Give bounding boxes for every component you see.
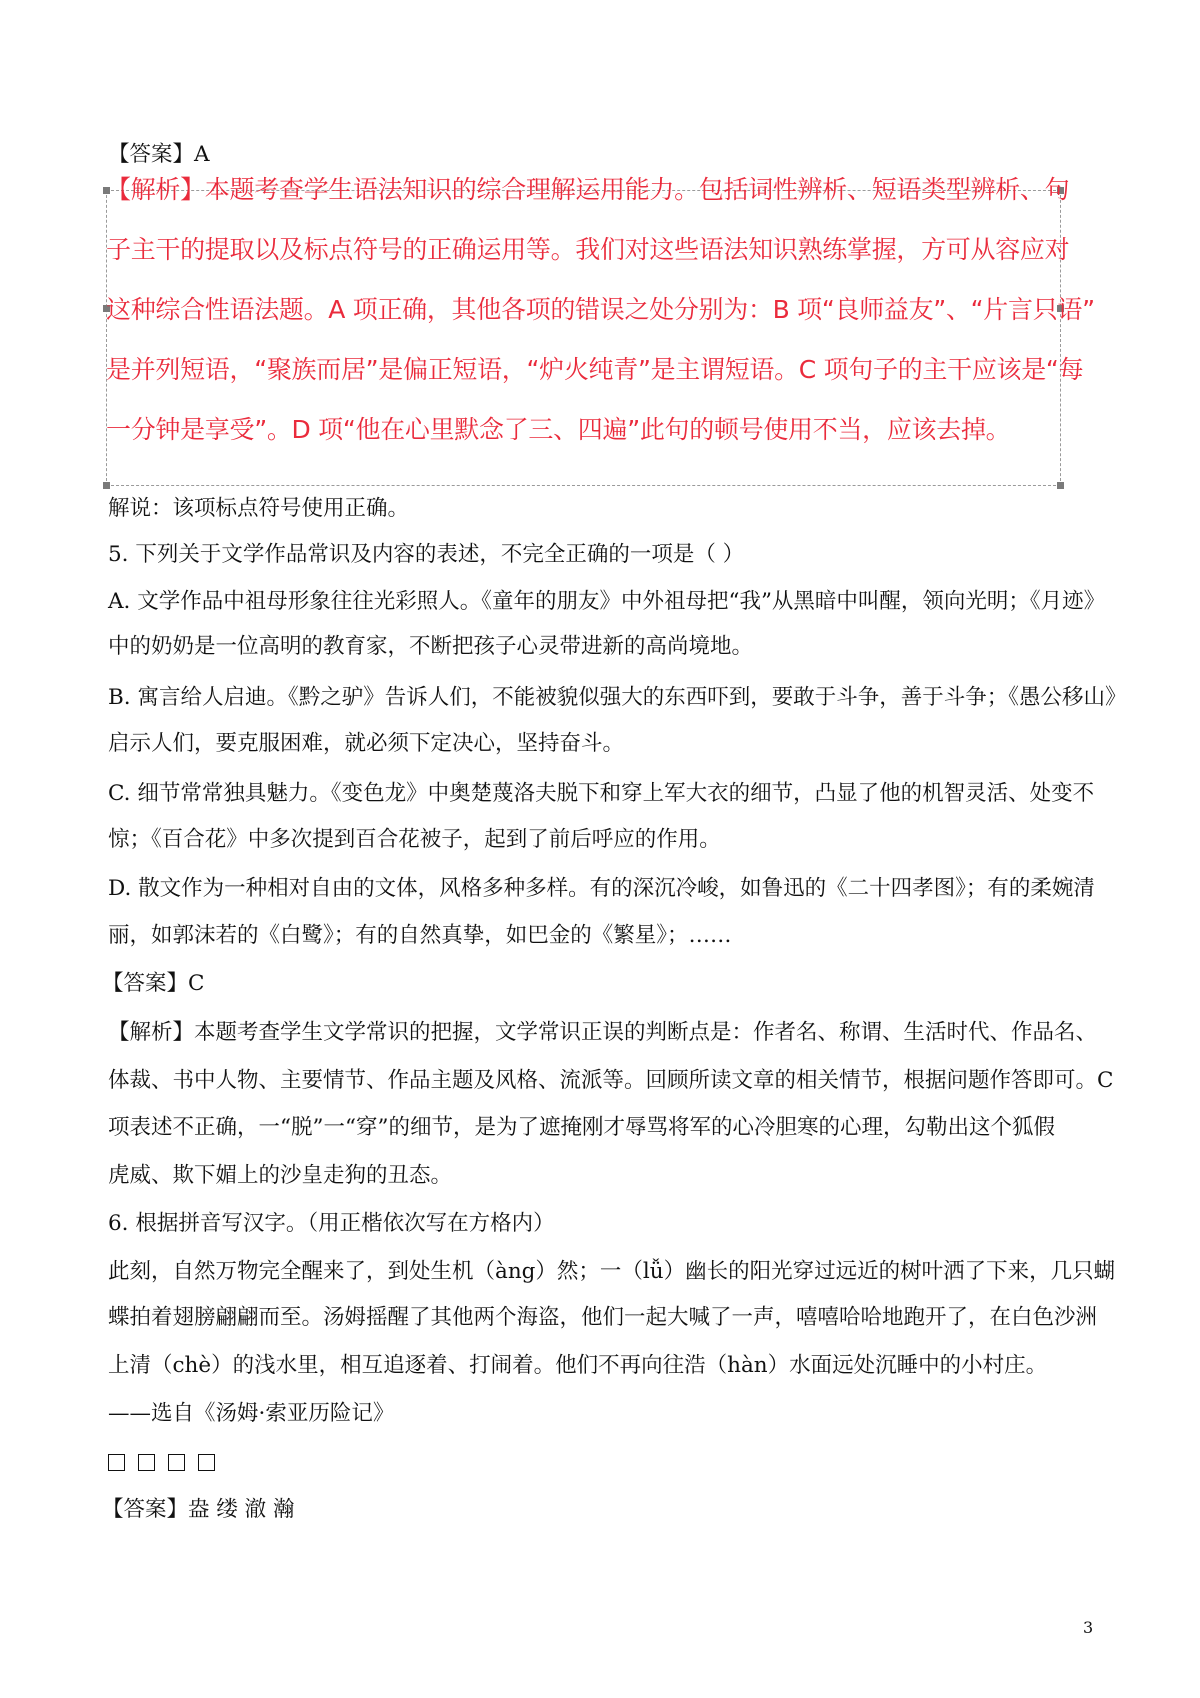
q5-analysis-line: 项表述不正确，一“脱”一“穿”的细节，是为了遮掩刚才辱骂将军的心冷胆寒的心理，勾勒出这个狐假 [108, 1115, 1055, 1140]
q6-passage-line: 上清（chè）的浅水里，相互追逐着、打闹着。他们不再向往浩（hàn）水面远处沉睡中的小村庄。 [108, 1353, 1048, 1378]
q4-analysis-line: 是并列短语，“聚族而居”是偏正短语，“炉火纯青”是主谓短语。C 项句子的主干应该是“每 [106, 355, 1084, 384]
q6-answer: 【答案】盎 缕 澈 瀚 [102, 1497, 295, 1522]
textbox-bottom-border [106, 485, 1061, 486]
q6-source: ——选自《汤姆·索亚历险记》 [108, 1401, 395, 1426]
page-number: 3 [1083, 1618, 1094, 1637]
answer-box [138, 1454, 155, 1471]
q4-note: 解说：该项标点符号使用正确。 [108, 496, 410, 521]
q5-option-line: 启示人们，要克服困难，就必须下定决心，坚持奋斗。 [108, 731, 625, 756]
q4-analysis-line: 【解析】本题考查学生语法知识的综合理解运用能力。包括词性辨析、短语类型辨析、句 [106, 175, 1070, 204]
q5-analysis-line: 虎威、欺下媚上的沙皇走狗的丑态。 [108, 1163, 453, 1188]
q5-analysis-line: 体裁、书中人物、主要情节、作品主题及风格、流派等。回顾所读文章的相关情节，根据问题作答即可。C [108, 1068, 1114, 1093]
q4-analysis-line: 子主干的提取以及标点符号的正确运用等。我们对这些语法知识熟练掌握，方可从容应对 [106, 235, 1070, 264]
q4-analysis-line: 一分钟是享受”。D 项“他在心里默念了三、四遍”此句的顿号使用不当，应该去掉。 [106, 415, 1011, 444]
answer-box [168, 1454, 185, 1471]
q5-option-line: A. 文学作品中祖母形象往往光彩照人。《童年的朋友》中外祖母把“我”从黑暗中叫醒，领向光明；《月迹》 [108, 589, 1106, 614]
q6-passage-line: 蝶拍着翅膀翩翩而至。汤姆摇醒了其他两个海盗，他们一起大喊了一声，嘻嘻哈哈地跑开了，在白色沙洲 [108, 1305, 1098, 1330]
q5-option-line: C. 细节常常独具魅力。《变色龙》中奥楚蔑洛夫脱下和穿上军大衣的细节，凸显了他的机智灵活、处变不 [108, 781, 1095, 806]
q6-answer-grid [108, 1447, 228, 1477]
q4-answer: 【答案】A [108, 142, 210, 167]
q4-analysis-textbox[interactable] [106, 175, 1095, 486]
resize-handle-bottom-right[interactable] [1057, 482, 1064, 489]
q6-passage-line: 此刻，自然万物完全醒来了，到处生机（àng）然；一（lǚ）幽长的阳光穿过远近的树叶洒了下来，几只蝴 [108, 1259, 1116, 1284]
q5-option-line: 中的奶奶是一位高明的教育家，不断把孩子心灵带进新的高尚境地。 [108, 634, 754, 659]
q5-option-line: D. 散文作为一种相对自由的文体，风格多种多样。有的深沉冷峻，如鲁迅的《二十四孝图》；有的柔婉清 [108, 876, 1095, 901]
q5-option-line: B. 寓言给人启迪。《黔之驴》告诉人们，不能被貌似强大的东西吓到，要敢于斗争，善于斗争；《愚公移山》 [108, 685, 1127, 710]
q6-stem: 6. 根据拼音写汉字。（用正楷依次写在方格内） [108, 1211, 555, 1236]
q5-stem: 5. 下列关于文学作品常识及内容的表述，不完全正确的一项是（ ） [108, 542, 745, 567]
q5-option-line: 丽，如郭沫若的《白鹭》；有的自然真挚，如巴金的《繁星》；…… [108, 923, 732, 948]
q5-analysis-line: 【解析】本题考查学生文学常识的把握，文学常识正误的判断点是：作者名、称谓、生活时代、作品名、 [108, 1020, 1098, 1045]
q5-option-line: 惊；《百合花》中多次提到百合花被子，起到了前后呼应的作用。 [108, 827, 721, 852]
resize-handle-bottom-left[interactable] [103, 482, 110, 489]
answer-box [108, 1454, 125, 1471]
q5-answer: 【答案】C [102, 971, 205, 996]
q4-analysis-line: 这种综合性语法题。A 项正确，其他各项的错误之处分别为：B 项“良师益友”、“片言只语” [106, 295, 1095, 324]
answer-box [198, 1454, 215, 1471]
